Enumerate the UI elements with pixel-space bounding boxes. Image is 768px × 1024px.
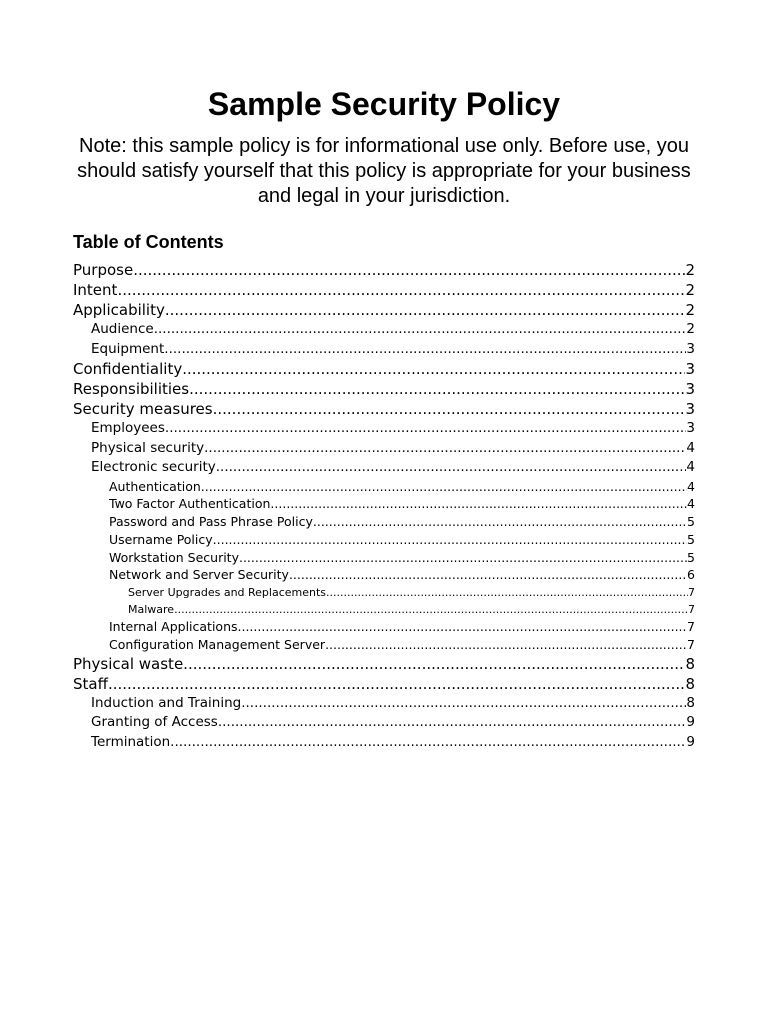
toc-entry[interactable]	[73, 601, 695, 618]
toc-entry-label: Audience	[91, 321, 154, 337]
toc-entry[interactable]	[73, 694, 695, 714]
toc-entry[interactable]	[73, 280, 695, 300]
toc-entry[interactable]	[73, 513, 695, 531]
toc-page-number: 5	[687, 531, 695, 547]
disclaimer-note: Note: this sample policy is for informational use only. Before use, you should satisfy yourself that this policy is appropriate for your business and legal in your jurisdiction.	[77, 135, 691, 207]
toc-entry[interactable]	[73, 340, 695, 360]
toc-page-number: 4	[687, 478, 695, 494]
toc-entry-label: Workstation Security	[109, 549, 239, 565]
toc-entry[interactable]	[73, 566, 695, 584]
toc-page-number: 8	[686, 694, 695, 711]
toc-page-number: 8	[685, 654, 695, 673]
toc-dot-leader	[289, 566, 687, 584]
toc-page-number: 3	[685, 400, 695, 418]
toc-entry-label: Server Upgrades and Replacements	[128, 586, 327, 600]
toc-dot-leader	[326, 584, 688, 601]
toc-entry-label: Configuration Management Server	[109, 637, 326, 653]
toc-page-number: 6	[687, 567, 695, 583]
toc-entry[interactable]	[73, 636, 695, 654]
toc-page-number: 7	[688, 586, 695, 600]
toc-entry[interactable]	[73, 399, 695, 419]
toc-dot-leader	[325, 636, 687, 654]
toc-entry-label: Responsibilities	[73, 380, 190, 398]
toc-entry-label: Applicability	[73, 301, 165, 319]
document-title: Sample Security Policy	[207, 86, 561, 122]
toc-entry-label: Username Policy	[109, 531, 213, 547]
toc-dot-leader	[182, 359, 685, 379]
toc-entry-label: Network and Server Security	[109, 567, 289, 583]
toc-entry-label: Staff	[73, 674, 108, 693]
toc-dot-leader	[165, 300, 686, 320]
toc-page-number: 9	[686, 714, 695, 731]
toc-dot-leader	[108, 674, 686, 694]
toc-dot-leader	[183, 654, 685, 674]
toc-page-number: 8	[685, 674, 695, 693]
toc-page-number: 7	[687, 619, 695, 635]
toc-entry-label: Equipment	[91, 340, 165, 357]
toc-entry[interactable]	[73, 379, 695, 399]
toc-entry-label: Two Factor Authentication	[109, 496, 271, 512]
toc-entry[interactable]	[73, 458, 695, 478]
toc-page-number: 3	[685, 360, 695, 378]
toc-entry[interactable]	[73, 713, 695, 733]
toc-entry[interactable]	[73, 733, 695, 753]
toc-dot-leader	[313, 513, 687, 531]
toc-entry-label: Internal Applications	[109, 619, 238, 635]
toc-page-number: 2	[685, 301, 695, 319]
toc-entry[interactable]	[73, 549, 695, 567]
table-of-contents	[73, 260, 695, 752]
toc-dot-leader	[154, 320, 687, 340]
toc-dot-leader	[189, 379, 685, 399]
toc-entry[interactable]	[73, 495, 695, 513]
toc-page-number: 3	[686, 340, 695, 357]
toc-entry[interactable]	[73, 439, 695, 459]
toc-entry-label: Authentication	[109, 478, 201, 494]
toc-entry-label: Physical waste	[73, 654, 184, 673]
toc-page-number: 5	[687, 549, 695, 565]
toc-page-number: 7	[687, 637, 695, 653]
toc-entry[interactable]	[73, 300, 695, 320]
toc-entry-label: Password and Pass Phrase Policy	[109, 514, 313, 530]
toc-page-number: 7	[688, 603, 695, 617]
toc-dot-leader	[174, 601, 688, 618]
toc-entry[interactable]	[73, 478, 695, 496]
toc-dot-leader	[204, 439, 686, 459]
toc-dot-leader	[216, 458, 687, 478]
toc-entry-label: Intent	[73, 281, 118, 299]
toc-entry[interactable]	[73, 531, 695, 549]
toc-dot-leader	[170, 733, 686, 753]
toc-entry-label: Physical security	[91, 439, 205, 456]
toc-entry-label: Termination	[91, 733, 171, 750]
toc-page-number: 4	[686, 459, 695, 475]
toc-dot-leader	[165, 419, 687, 439]
toc-dot-leader	[238, 618, 688, 636]
toc-dot-leader	[239, 549, 687, 567]
toc-entry-label: Induction and Training	[91, 694, 242, 711]
toc-entry-label: Employees	[91, 420, 165, 436]
toc-dot-leader	[241, 694, 686, 714]
toc-entry[interactable]	[73, 674, 695, 694]
toc-page-number: 4	[687, 496, 695, 512]
toc-entry-label: Confidentiality	[73, 360, 183, 378]
toc-page-number: 5	[687, 514, 695, 530]
toc-page-number: 2	[685, 261, 695, 279]
toc-entry-label: Purpose	[73, 261, 134, 279]
toc-dot-leader	[213, 399, 686, 419]
toc-dot-leader	[270, 495, 687, 513]
toc-entry[interactable]	[73, 584, 695, 601]
toc-dot-leader	[213, 531, 687, 549]
toc-page-number: 3	[686, 420, 695, 436]
toc-entry[interactable]	[73, 618, 695, 636]
toc-page-number: 2	[686, 321, 695, 337]
toc-page-number: 4	[686, 439, 695, 456]
toc-entry[interactable]	[73, 419, 695, 439]
toc-dot-leader	[117, 280, 685, 300]
toc-entry[interactable]	[73, 260, 695, 280]
toc-entry[interactable]	[73, 654, 695, 674]
toc-dot-leader	[201, 478, 687, 496]
toc-entry[interactable]	[73, 359, 695, 379]
toc-page-number: 3	[685, 380, 695, 398]
toc-heading: Table of Contents	[73, 232, 224, 252]
toc-entry-label: Security measures	[73, 400, 213, 418]
toc-dot-leader	[133, 260, 685, 280]
toc-dot-leader	[218, 713, 687, 733]
toc-page-number: 9	[686, 733, 695, 750]
toc-page-number: 2	[685, 281, 695, 299]
toc-entry-label: Malware	[128, 603, 175, 617]
toc-entry-label: Electronic security	[91, 459, 216, 475]
toc-entry-label: Granting of Access	[91, 714, 218, 731]
toc-dot-leader	[164, 340, 686, 360]
toc-entry[interactable]	[73, 320, 695, 340]
